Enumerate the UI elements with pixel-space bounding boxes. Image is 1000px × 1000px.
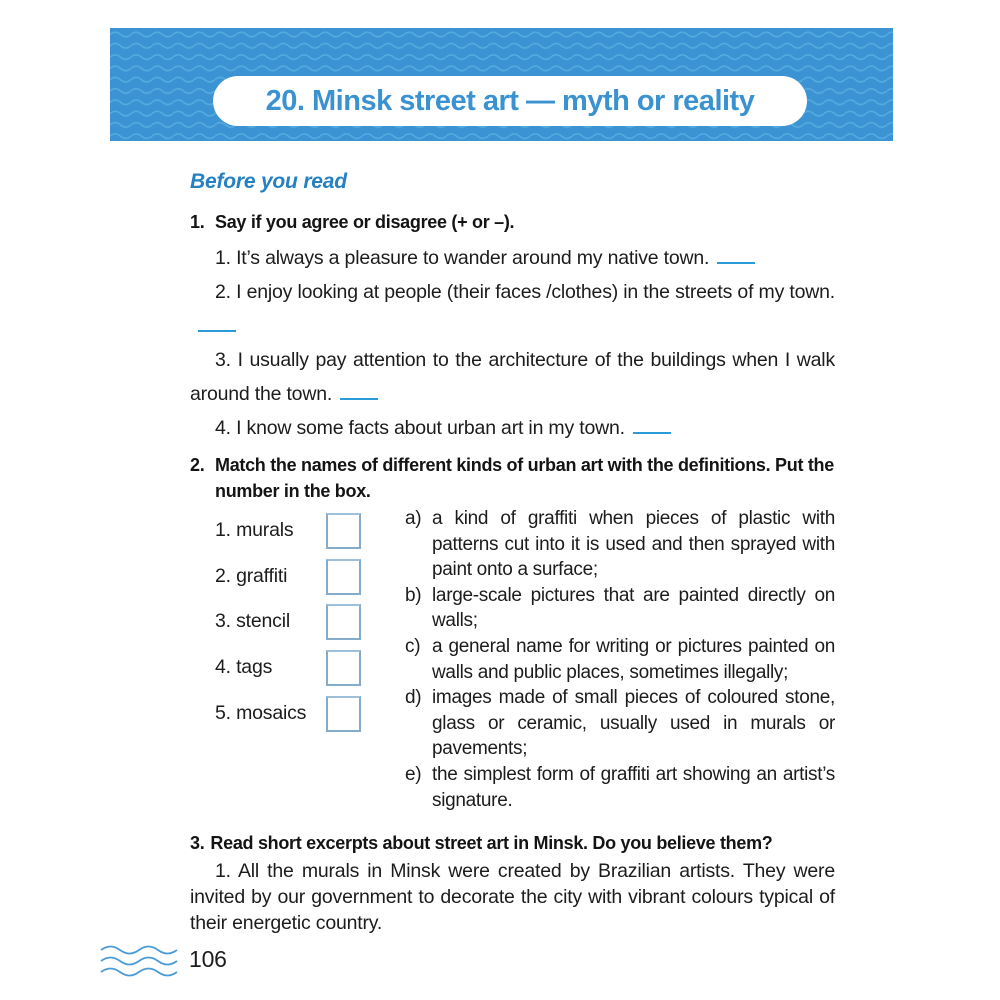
term-label-graffiti: 2. graffiti	[215, 565, 288, 587]
term-row-stencil	[215, 604, 360, 639]
answer-box-stencil[interactable]	[326, 604, 361, 640]
definition-a	[405, 506, 835, 583]
definition-a-text: a kind of graffiti when pieces of plastic with patterns cut into it is used and then sprayed with paint onto a surface;	[432, 508, 835, 581]
exercise3-instruction: Read short excerpts about street art in Minsk. Do you believe them?	[210, 833, 773, 853]
lesson-banner	[110, 28, 893, 141]
exercise1-heading	[190, 209, 867, 235]
answer-box-tags[interactable]	[326, 650, 361, 686]
definition-c-text: a general name for writing or pictures painted on walls and public places, sometimes illegally;	[432, 635, 835, 683]
term-label-tags: 4. tags	[215, 656, 273, 678]
term-row-murals	[215, 513, 360, 548]
statement-3-text: 3. I usually pay attention to the architecture of the buildings when I walk around the town.	[190, 349, 835, 405]
exercise3-heading	[190, 830, 842, 856]
exercise3-number: 3.	[190, 833, 205, 853]
definition-b-text: large-scale pictures that are painted directly on walls;	[432, 584, 835, 632]
definitions-list	[405, 506, 835, 813]
exercise2-number: 2.	[190, 455, 205, 475]
exercise1-instruction: Say if you agree or disagree (+ or –).	[215, 212, 515, 232]
definition-c	[405, 634, 835, 685]
answer-blank-3[interactable]	[340, 385, 378, 400]
definition-b-label: b)	[405, 584, 422, 606]
definition-b	[405, 583, 835, 634]
statement-3	[190, 343, 835, 411]
page-number: 106	[189, 946, 227, 972]
definition-d	[405, 685, 835, 762]
statement-1-text: 1. It’s always a pleasure to wander around my native town.	[215, 247, 710, 269]
waves-icon	[99, 944, 181, 980]
statement-1	[190, 241, 835, 275]
excerpt-1: 1. All the murals in Minsk were created by Brazilian artists. They were invited by our government to decorate the city with vibrant colours typical of their energetic country.	[190, 860, 835, 934]
definition-e	[405, 762, 835, 813]
statement-4	[190, 411, 835, 445]
lesson-title: 20. Minsk street art — myth or reality	[265, 84, 755, 117]
exercise2-heading	[190, 452, 867, 504]
lesson-title-pill	[213, 76, 807, 126]
answer-box-murals[interactable]	[326, 513, 361, 549]
exercise1-number: 1.	[190, 212, 205, 232]
statement-2-text: 2. I enjoy looking at people (their faces /clothes) in the streets of my town.	[215, 281, 835, 303]
statement-4-text: 4. I know some facts about urban art in my town.	[215, 417, 625, 439]
definition-d-label: d)	[405, 687, 422, 709]
term-label-stencil: 3. stencil	[215, 610, 290, 632]
answer-box-graffiti[interactable]	[326, 559, 361, 595]
exercise2-instruction: Match the names of different kinds of urban art with the definitions. Put the number in the box.	[215, 455, 834, 501]
term-label-murals: 1. murals	[215, 519, 294, 541]
section-heading: Before you read	[190, 170, 347, 193]
definition-d-text: images made of small pieces of coloured stone, glass or ceramic, usually used in murals or pavements;	[432, 687, 835, 760]
definition-a-label: a)	[405, 508, 422, 529]
term-row-mosaics	[215, 696, 360, 731]
definition-e-label: e)	[405, 763, 422, 785]
definition-e-text: the simplest form of graffiti art showing an artist’s signature.	[432, 763, 835, 811]
answer-box-mosaics[interactable]	[326, 696, 361, 732]
answer-blank-1[interactable]	[717, 249, 755, 264]
term-label-mosaics: 5. mosaics	[215, 702, 307, 724]
answer-blank-2[interactable]	[198, 317, 236, 332]
term-row-tags	[215, 650, 360, 685]
term-row-graffiti	[215, 559, 360, 594]
answer-blank-4[interactable]	[633, 419, 671, 434]
statement-2	[190, 275, 835, 343]
exercise1-statements	[190, 241, 835, 445]
exercise2-matching	[190, 505, 835, 820]
definition-c-label: c)	[405, 635, 421, 657]
